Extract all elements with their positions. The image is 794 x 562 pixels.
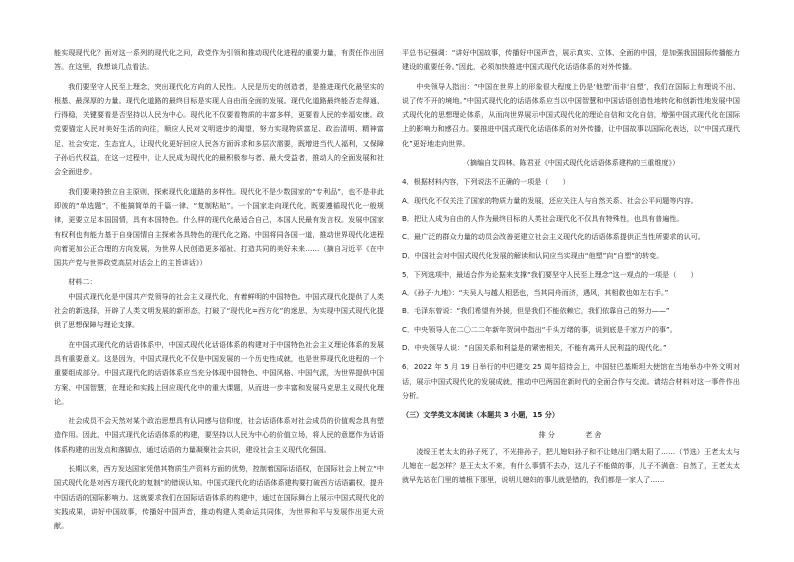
material-two-paragraph-1: 中国式现代化是中国共产党领导的社会主义现代化，有着鲜明的中国特色。中国式现代化提供了人类社会的新选择，开辟了人类文明发展的新形态，打破了“现代化=西方化”的迷思，为实现中国式现代化提供了思想保障与理论支撑。 bbox=[54, 291, 384, 330]
intro-paragraph: 能实现现代化？面对这一系列的现代化之问，政党作为引领和推动现代化进程的重要力量，有责任作出回答。在这里，我想谈几点看法。 bbox=[54, 48, 384, 72]
question-6-stem: 6．2022 年 5 月 19 日举行的中巴建交 25 周年招待会上，中国驻巴基斯坦大使馆在当地举办中外文明对话，展示中国式现代化的发展成就，推动中巴两国在新时代的全面合作与交流。请结合材料对这一事件作出分析。 bbox=[402, 362, 740, 400]
story-title: 排分 bbox=[538, 429, 557, 439]
question-4-option-b: B．把让人成为自由的人作为最终目标的人类社会现代化不仅具有特殊性，也具有普遍性。 bbox=[402, 213, 684, 223]
people-paragraph: 我们要坚守人民至上理念，突出现代化方向的人民性。人民是历史的创造者，是推进现代化最坚实的根基、最深厚的力量。现代化道路的最终目标是实现人自由而全面的发展。现代化道路最终能否走得通、行得稳，关键要看是否坚持以人民为中心。现代化不仅要看物质的丰富多样，更要看人民的幸福安康。政党要锚定人民对美好生活的向往，顺应人民对文明进步的渴望，努力实现物质富足、政治清明、精神富足、社会安定、生态宜人，让现代化更好回应人民各方面诉求和多层次需要，既增进当代人福利，又保障子孙后代权益，在这一过程中，让人民成为现代化的最积极参与者、最大受益者，推动人的全面发展和社会全面进步。 bbox=[54, 81, 384, 177]
left-column bbox=[54, 46, 384, 534]
material-two-paragraph-2: 在中国式现代化的话语体系中，中国式现代化话语体系的构建对于中国特色社会主义理论体系的发展具有重要意义。这是因为，中国式现代化不仅是中国发展的一个历史性成就，也是世界现代化进程的一个重要组成部分。中国式现代化的话语体系应当充分体现中国特色、中国风格、中国气派，为世界提供中国方案、中国智慧，在理论和实践上回应现代化中的重大课题，从而进一步丰富和发展马克思主义现代化理论。 bbox=[54, 339, 384, 406]
source-note: （摘编自艾四林、陈君亚《中国式现代化话语体系建构的三重维度》） bbox=[462, 158, 680, 168]
question-4-option-c: C．最广泛的群众力量的动员会改善更建立社会主义现代化的话语体系提供正当性所要求的认可。 bbox=[402, 232, 705, 242]
question-5-stem: 5．下列选项中，最适合作为论据来支撑“我们要坚守人民至上理念”这一观点的一项是（ ） bbox=[402, 269, 698, 279]
section-three-heading: （三）文学类文本阅读（本题共 3 小题，15 分） bbox=[402, 410, 559, 420]
continued-paragraph-2: 中央领导人指出：“中国在世界上的形象很大程度上仍是‘他塑’而非‘自塑’，我们在国际上有理说不出、说了传不开的境地。”中国式现代化的话语体系应当以中国智慧和中国话语创造性地转化和创新性地发展中国式现代化的思想理论体系，从而向世界展示中国式现代化的理论自信和文化自信，增强中国式现代化在国际上的影响力和感召力。要推进中国式现代化话语体系的对外传播，让中国故事以国际化表达，以“中国式现代化”更好地走向世界。 bbox=[402, 81, 740, 148]
material-two-heading: 材料二： bbox=[68, 277, 97, 287]
material-two-paragraph-4: 长期以来，西方发达国家凭借其物质生产资料方面的优势，控制着国际话语权，在国际社会上树立“中国式现代化是对西方现代化的复制”的错误认知。中国式现代化的话语体系建构要打破西方话语霸权，提升中国话语的国际影响力。这就要求我们在国际话语体系的构建中，通过在国际舞台上展示中国式现代化的实践成果，讲好中国故事，传播好中国声音，推动构建人类命运共同体，为世界和平与发展作出更大贡献。 bbox=[54, 464, 384, 531]
question-4-stem: 4．根据材料内容，下列说法不正确的一项是（ ） bbox=[402, 177, 570, 187]
question-5-option-c: C．中央领导人在二〇二二年新年贺词中指出“千头万绪的事，说到底是千家万户的事”。 bbox=[402, 324, 677, 334]
material-two-paragraph-3: 社会成员不会天然对某个政治思想具有认同感与信仰度，社会话语体系对社会成员的价值观念具有塑造作用。因此，中国式现代化话语体系的构建，要坚持以人民为中心的价值立场，将人民的意愿作为话语体系构建的出发点和落脚点，通过话语的力量凝聚社会共识，建设社会主义现代化强国。 bbox=[54, 416, 384, 454]
story-title-row bbox=[402, 428, 740, 442]
question-5-option-d: D．中央领导人说：“自国关系和利益是的紧密相关，不能有离开人民利益的现代化。” bbox=[402, 343, 667, 353]
question-5-option-b: B．毛泽东曾说：“我们希望有外援，但是我们不能依赖它，我们依靠自己的努力——” bbox=[402, 306, 670, 316]
path-paragraph: 我们要秉持独立自主原则，探索现代化道路的多样性。现代化不是少数国家的“专利品”，也不是非此即彼的“单选题”，不能搞简单的千篇一律、“复制粘贴”。一个国家走向现代化，既要遵循现代化一般规律，更要立足本国国情，具有本国特色。什么样的现代化最适合自己，本国人民最有发言权。发展中国家有权利也有能力基于自身国情自主探索各具特色的现代化之路。中国将同各国一道，推动世界现代化进程向着更加公正合理的方向发展，为世界人民创造更多福祉、打造共同的美好未来……（摘自习近平《在中国共产党与世界政党高层对话会上的主旨讲话》） bbox=[54, 186, 384, 268]
question-4-option-a: A．现代化不仅关注了国家的物质力量的发展，还应关注人与自然关系、社会公平问题等内容。 bbox=[402, 195, 698, 205]
right-column bbox=[402, 46, 740, 488]
question-4-option-d: D．中国社会对中国式现代化发展的解读和认同应当实现由“他塑”向“自塑”的转变。 bbox=[402, 250, 664, 260]
story-paragraph: 凌绥王老太太的孙子死了，不光排孙子，把儿媳妇孙子和不让她出门晒太阳了……（节选）王老太太与儿媳在一起怎样？是王太太不来，有什么事情不去办，这儿子不能做的事，儿子不满意：自然了，王老太太就早先站在门里的墙根下那里，说明儿媳妇的事儿就是错的，我们都是一家人了…… bbox=[402, 446, 740, 485]
continued-paragraph: 平总书记强调：“讲好中国故事，传播好中国声音，展示真实、立体、全面的中国，是加强我国国际传播能力建设的重要任务。”因此，必须加快推进中国式现代化话语体系的对外传播。 bbox=[402, 48, 740, 72]
story-author: 老舍 bbox=[585, 429, 604, 439]
question-5-option-a: A．《孙子·九地》：“夫吴人与越人相恶也，当其同舟而济，遇风，其相救也如左右手。” bbox=[402, 288, 669, 298]
